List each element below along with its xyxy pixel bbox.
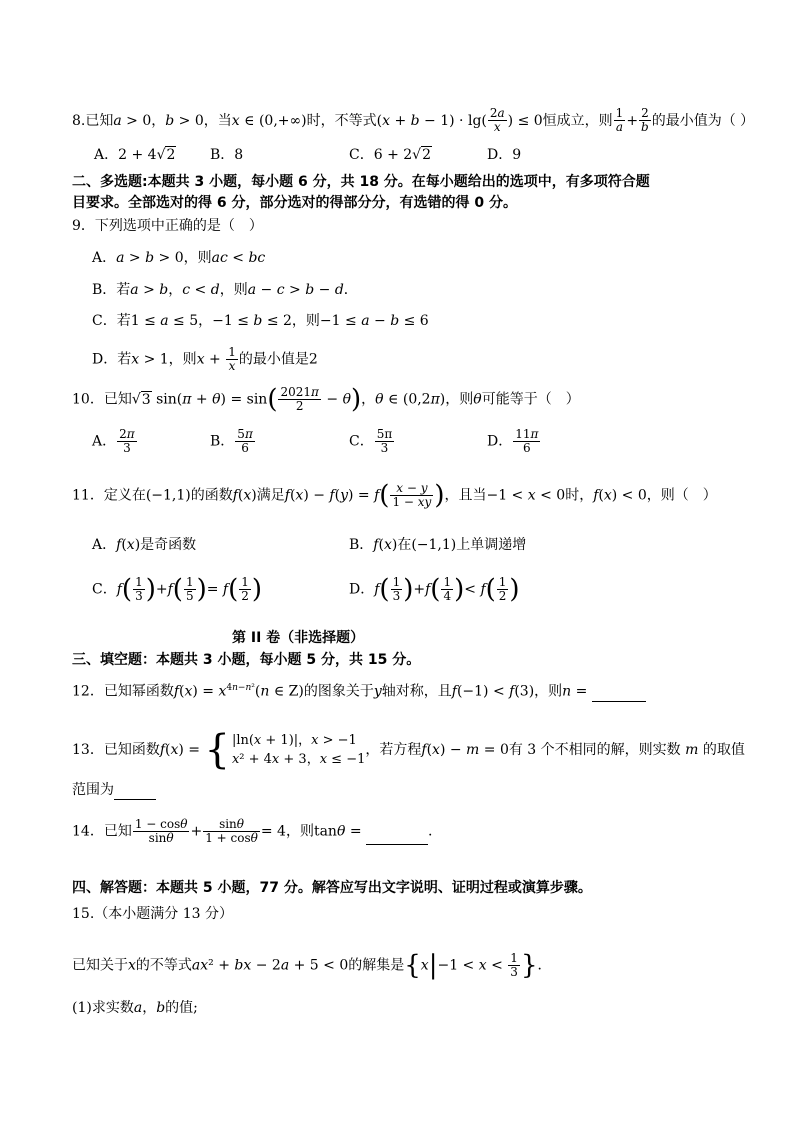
q10-option-b[interactable]: B． $\frac{5\pi}{6}$ [210, 427, 253, 455]
q9-option-d[interactable]: D．若x > 1，则x + $\frac{1}{x}$ 的最小值是2 [92, 345, 318, 373]
q15-header: 15.（本小题满分 13 分） [72, 906, 233, 922]
q8-stem [72, 107, 754, 134]
part2-title: 第 II 卷（非选择题） [232, 630, 365, 646]
q11-option-a[interactable]: A．f(x)是奇函数 [92, 537, 197, 553]
q8-option-a[interactable]: A．2 + 4√2 [94, 147, 176, 163]
q14-stem: 14．已知 $\frac{1 - \cos\theta}{\sin\theta}$ + $\frac{\sin\theta}{1 + \cos\theta}$ = 4，则tanθ = . [72, 817, 433, 845]
q10-option-d[interactable]: D． $\frac{11\pi}{6}$ [487, 427, 539, 455]
q8-option-c[interactable]: C．6 + 2√2 [349, 147, 432, 163]
q8-option-d[interactable]: D．9 [487, 147, 522, 163]
q15-stem: 已知关于x的不等式ax² + bx − 2a + 5 < 0的解集是{x|−1 < x < $\frac{1}{3}$ }． [72, 950, 552, 981]
q10-stem: 10．已知√3 sin(π + θ) = sin( $\frac{2021\pi}{2}$ − θ)，θ ∈ (0,2π)，则θ可能等于（ ） [72, 384, 580, 415]
q13-stem: 13．已知函数f(x) = { |ln(x + 1)|，x > −1 x² + 4x + 3，x ≤ −1，若方程f(x) − m = 0有 3 个不相同的解，则实数 m 的取值 [72, 727, 745, 773]
q10-option-c[interactable]: C． $\frac{5\pi}{3}$ [349, 427, 393, 455]
q10-option-a[interactable]: A． $\frac{2\pi}{3}$ [92, 427, 135, 455]
q15-part1: (1)求实数a，b的值; [72, 1000, 198, 1016]
section3-title: 三、填空题：本题共 3 小题，每小题 5 分，共 15 分。 [72, 652, 421, 668]
q8-option-b[interactable]: B．8 [210, 147, 244, 163]
q9-option-c[interactable]: C．若1 ≤ a ≤ 5，−1 ≤ b ≤ 2，则−1 ≤ a − b ≤ 6 [92, 313, 429, 329]
q11-stem: 11．定义在(−1,1)的函数f(x)满足f(x) − f(y) = f( $\frac{x - y}{1 - xy}$ )，且当−1 < x < 0时，f(x) < 0，则（ ） [72, 480, 717, 511]
q12-stem: 12．已知幂函数$f(x) = x^{4n-n^2}(n$ ∈ Z)的图象关于y轴对称，且f(−1) < f(3)，则n = [72, 678, 646, 702]
section2-line2: 目要求。全部选对的得 6 分，部分选对的得部分分，有选错的得 0 分。 [72, 195, 517, 211]
section4-title: 四、解答题：本题共 5 小题，77 分。解答应写出文字说明、证明过程或演算步骤。 [72, 880, 592, 896]
q11-option-b[interactable]: B．f(x)在(−1,1)上单调递增 [349, 537, 527, 553]
q9-option-b[interactable]: B．若a > b，c < d，则a − c > b − d． [92, 282, 358, 298]
q9-stem: 9．下列选项中正确的是（ ） [72, 218, 263, 234]
q13-cont: 范围为 [72, 780, 156, 800]
q11-option-c[interactable]: C．f( $\frac{1}{3}$ )+f( $\frac{1}{5}$ )= f( $\frac{1}{2}$ ) [92, 574, 263, 605]
q8-stem-text: 8.已知a > 0，b > 0，当x ∈ (0,+∞)时，不等式(x + b − 1) · lg( $\frac{2a}{x}$ ) ≤ 0恒成立，则 $\frac{1}{a}$ + $\frac{2}{b}$ 的最小值为（ ） [72, 106, 755, 134]
section2-line1: 二、多选题:本题共 3 小题，每小题 6 分，共 18 分。在每小题给出的选项中，有多项符合题 [72, 174, 650, 190]
q9-option-a[interactable]: A．a > b > 0，则ac < bc [92, 250, 266, 266]
q11-option-d[interactable]: D．f( $\frac{1}{3}$ )+f( $\frac{1}{4}$ )< f( $\frac{1}{2}$ ) [349, 574, 520, 605]
